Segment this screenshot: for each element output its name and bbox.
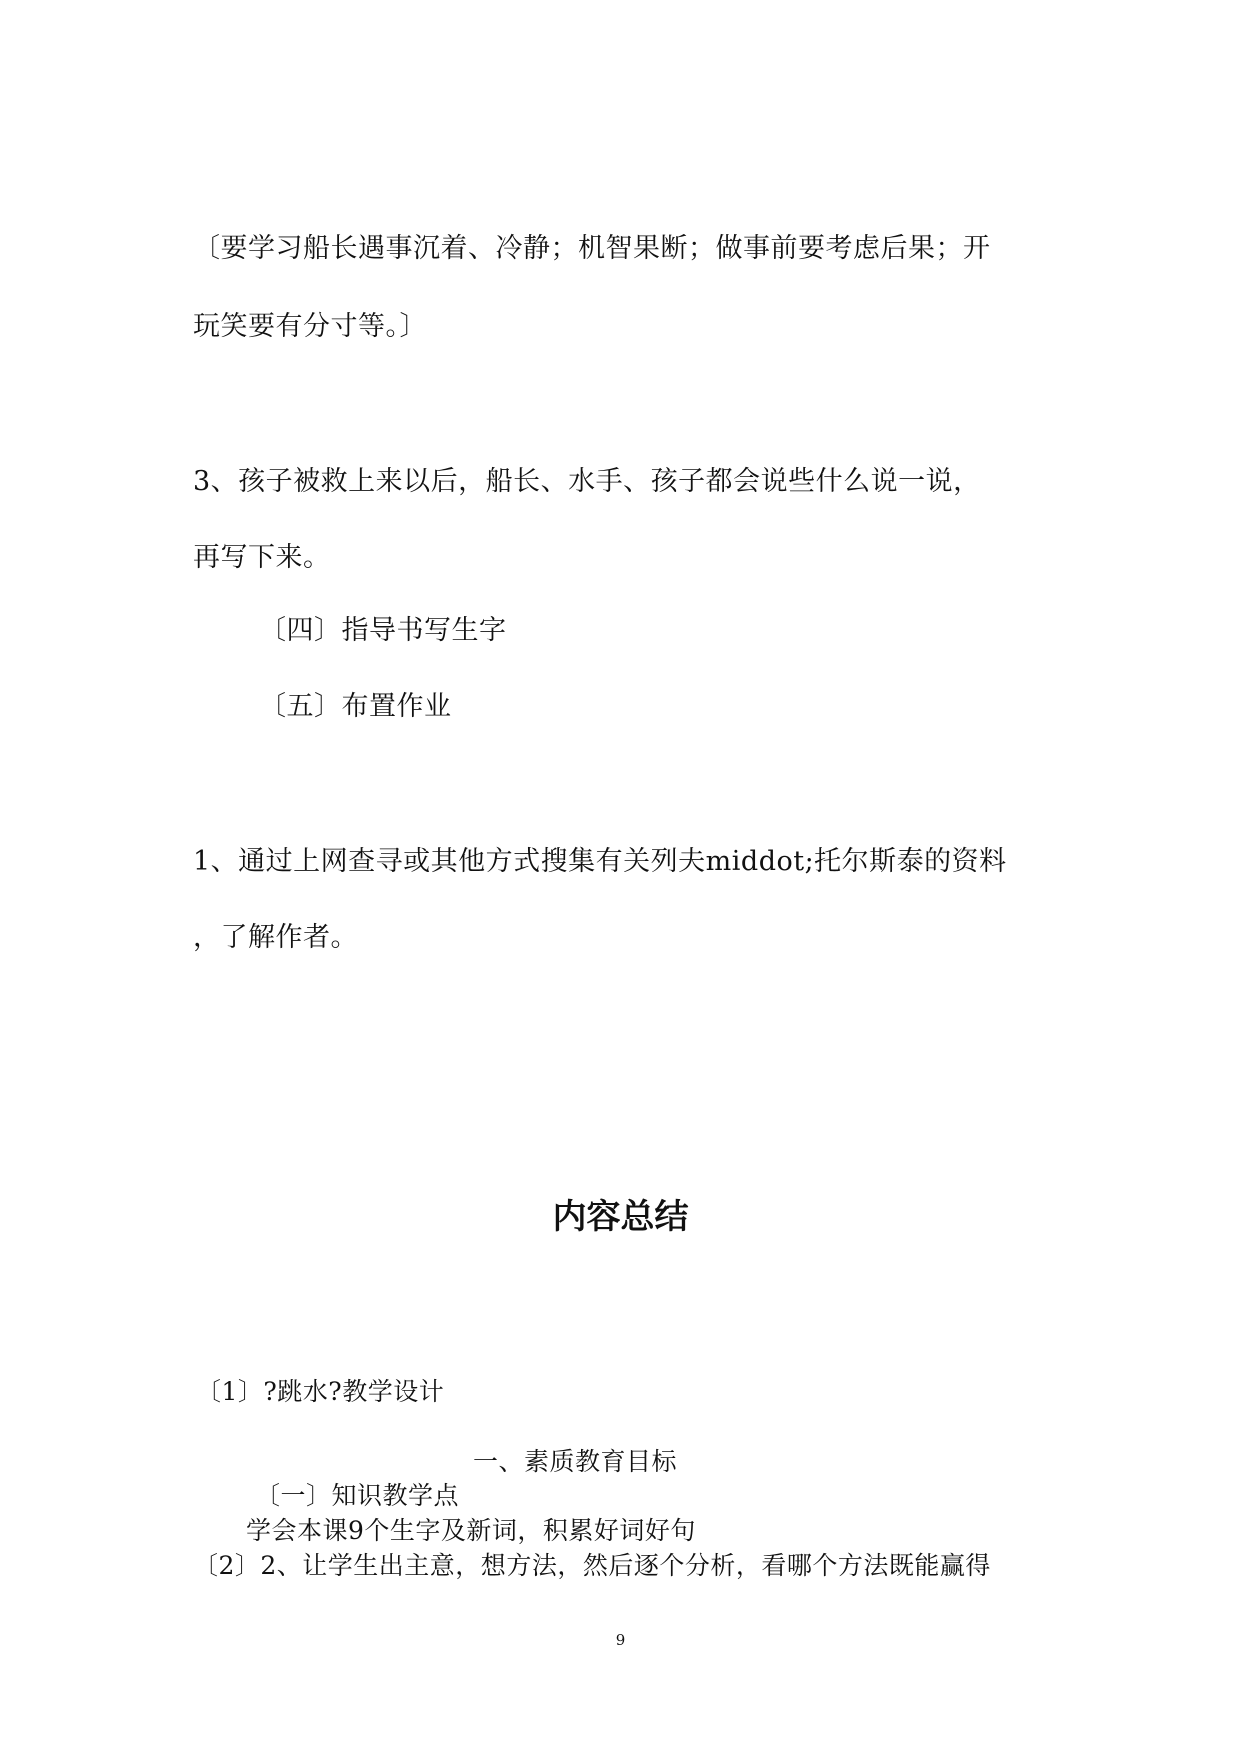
page-number: 9 <box>615 1631 626 1649</box>
paragraph-line: 〔要学习船长遇事沉着、冷静；机智果断；做事前要考虑后果；开 <box>193 233 991 264</box>
paragraph-line: 3、孩子被救上来以后，船长、水手、孩子都会说些什么说一说， <box>193 466 981 497</box>
paragraph-line: ，了解作者。 <box>193 922 358 953</box>
summary-heading: 内容总结 <box>552 1197 689 1237</box>
summary-line: 学会本课9个生字及新词，积累好词好句 <box>246 1516 696 1545</box>
summary-line: 一、素质教育目标 <box>473 1447 678 1476</box>
summary-line: 〔2〕2、让学生出主意，想方法，然后逐个分析，看哪个方法既能赢得 <box>193 1551 991 1580</box>
paragraph-line: 1、通过上网查寻或其他方式搜集有关列夫middot;托尔斯泰的资料 <box>193 846 1007 877</box>
paragraph-line: 再写下来。 <box>193 542 331 573</box>
summary-line: 〔1〕?跳水?教学设计 <box>196 1377 445 1406</box>
section-heading-line: 〔五〕布置作业 <box>259 691 452 722</box>
paragraph-line: 玩笑要有分寸等。〕 <box>193 311 427 342</box>
section-heading-line: 〔四〕指导书写生字 <box>259 615 507 646</box>
summary-line: 〔一〕知识教学点 <box>255 1481 460 1510</box>
